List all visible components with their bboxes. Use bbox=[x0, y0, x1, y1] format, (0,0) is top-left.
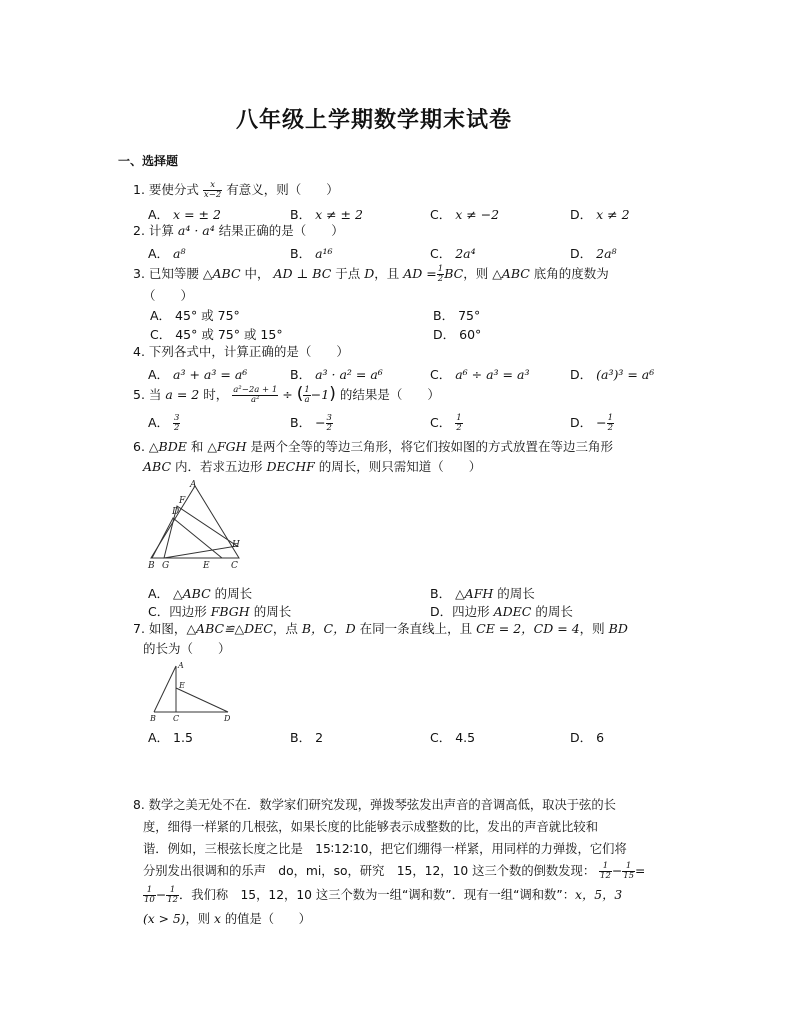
stem-text: 中， bbox=[244, 266, 270, 281]
question-number: 2. bbox=[133, 223, 145, 238]
math-expression: △ABC bbox=[173, 586, 211, 601]
option-c[interactable] bbox=[430, 413, 463, 433]
stem-text: 的结果是（ ） bbox=[339, 387, 440, 402]
option-letter: A． bbox=[150, 308, 172, 323]
numerator: 1 bbox=[304, 385, 310, 395]
section-heading: 一、选择题 bbox=[118, 154, 179, 168]
fraction bbox=[455, 414, 462, 433]
question-number: 3. bbox=[133, 266, 145, 281]
fraction bbox=[326, 414, 333, 433]
numerator: 1 bbox=[607, 413, 614, 423]
option-text: 45° 或 75° 或 15° bbox=[175, 327, 283, 342]
option-c[interactable] bbox=[430, 205, 499, 223]
question-number: 6. bbox=[133, 439, 145, 454]
math-expression: a = 2 bbox=[165, 387, 200, 402]
question-8-line2: 度，细得一样紧的几根弦，如果长度的比能够表示成整数的比，发出的声音就比较和 bbox=[143, 820, 598, 834]
option-text: 的周长 bbox=[214, 586, 253, 601]
option-text: a³ + a³ = a⁶ bbox=[173, 367, 248, 382]
fraction bbox=[599, 862, 612, 881]
sign: − bbox=[596, 415, 607, 430]
math-expression: △ABC bbox=[492, 266, 530, 281]
option-a[interactable] bbox=[148, 205, 221, 223]
denominator: 2 bbox=[326, 423, 332, 433]
numerator: 3 bbox=[326, 413, 332, 423]
question-number: 1. bbox=[133, 182, 145, 197]
stem-text: 内．若求五边形 bbox=[175, 459, 263, 474]
line-ba bbox=[154, 666, 176, 712]
paren: ) bbox=[329, 384, 336, 404]
option-letter: B． bbox=[290, 730, 312, 745]
denominator: a bbox=[304, 395, 310, 405]
option-letter: A． bbox=[148, 415, 170, 430]
line-ed bbox=[176, 688, 228, 712]
option-letter: C． bbox=[150, 327, 172, 342]
denominator: 12 bbox=[600, 871, 611, 881]
question-3-stem-line2: （ ） bbox=[143, 288, 194, 303]
option-letter: D． bbox=[570, 730, 593, 745]
question-8-line5 bbox=[143, 886, 622, 905]
stem-text: 在同一条直线上，且 bbox=[359, 621, 473, 636]
triangle-figure-q6 bbox=[143, 478, 251, 570]
option-text: a¹⁶ bbox=[315, 246, 333, 261]
point-label-g: G bbox=[162, 561, 170, 570]
question-2-stem bbox=[133, 222, 344, 240]
point-label-d: D bbox=[224, 714, 231, 722]
sign: − bbox=[315, 415, 326, 430]
denominator: 2 bbox=[437, 274, 444, 284]
option-text: 2 bbox=[315, 730, 324, 745]
triangle-abc bbox=[151, 486, 239, 558]
question-1-stem bbox=[133, 181, 339, 200]
stem-text: 于点 bbox=[335, 266, 361, 281]
option-letter: A． bbox=[148, 207, 170, 222]
option-d[interactable] bbox=[570, 413, 614, 433]
math-expression: AD = bbox=[403, 266, 437, 281]
denominator: 12 bbox=[167, 895, 178, 905]
question-number: 7. bbox=[133, 621, 145, 636]
triangle-bde bbox=[152, 518, 222, 558]
minus-sign: − bbox=[611, 864, 623, 878]
math-expression: a⁴ · a⁴ bbox=[177, 223, 215, 238]
question-6-stem bbox=[133, 438, 613, 456]
option-text: 的周长 bbox=[535, 604, 573, 619]
stem-text: 有意义，则（ ） bbox=[226, 182, 339, 197]
option-a[interactable] bbox=[148, 728, 193, 746]
option-text: 1.5 bbox=[173, 730, 193, 745]
option-a[interactable] bbox=[148, 413, 180, 433]
stem-text: 结果正确的是（ ） bbox=[218, 223, 344, 238]
point-label-c: C bbox=[231, 561, 238, 570]
stem-text: 已知等腰 bbox=[148, 266, 199, 281]
stem-text: ．我们称 15，12，10 这三个数为一组“调和数”．现有一组“调和数”： bbox=[178, 888, 576, 902]
point-label-a: A bbox=[190, 480, 197, 490]
math-expression: ABC bbox=[143, 459, 172, 474]
option-text: 45° 或 75° bbox=[175, 308, 240, 323]
fraction bbox=[203, 181, 222, 200]
math-expression: △ABC≌△DEC bbox=[186, 621, 273, 636]
option-letter: B． bbox=[430, 586, 452, 601]
math-expression: −1 bbox=[310, 387, 330, 402]
fraction bbox=[607, 414, 614, 433]
fraction bbox=[622, 862, 635, 881]
option-letter: D． bbox=[570, 367, 593, 382]
option-letter: B． bbox=[290, 367, 312, 382]
stem-text: 要使分式 bbox=[148, 182, 199, 197]
option-letter: C．四边形 bbox=[148, 604, 207, 619]
numerator: 3 bbox=[174, 413, 180, 423]
point-label-a: A bbox=[178, 661, 184, 670]
point-label-h: H bbox=[232, 540, 240, 550]
numerator: 1 bbox=[456, 413, 462, 423]
question-5-stem bbox=[133, 385, 440, 405]
math-expression: △AFH bbox=[455, 586, 494, 601]
math-expression: x bbox=[214, 912, 221, 926]
option-b[interactable] bbox=[290, 244, 333, 262]
denominator: a² bbox=[251, 395, 260, 405]
math-expression: x，5，3 bbox=[575, 888, 623, 902]
option-c[interactable] bbox=[430, 728, 475, 746]
denominator: 15 bbox=[623, 871, 635, 881]
math-expression: △ABC bbox=[202, 266, 241, 281]
option-letter: A． bbox=[148, 730, 170, 745]
option-text: x ≠ 2 bbox=[596, 207, 630, 222]
fraction bbox=[166, 886, 179, 905]
option-a[interactable] bbox=[150, 306, 240, 324]
option-text: a⁶ ÷ a³ = a³ bbox=[455, 367, 530, 382]
option-letter: D． bbox=[570, 246, 593, 261]
stem-text: ，则 bbox=[579, 621, 605, 636]
option-b[interactable] bbox=[430, 584, 535, 602]
stem-text: ，则 bbox=[463, 266, 489, 281]
stem-text: 下列各式中，计算正确的是（ ） bbox=[148, 344, 349, 359]
stem-text: 当 bbox=[148, 387, 162, 402]
question-7-stem bbox=[133, 620, 628, 638]
fraction bbox=[143, 886, 156, 905]
denominator: 2 bbox=[174, 423, 180, 433]
fraction bbox=[173, 414, 180, 433]
option-b[interactable] bbox=[290, 205, 363, 223]
option-b[interactable] bbox=[290, 413, 333, 433]
fraction bbox=[303, 386, 310, 405]
option-letter: C． bbox=[430, 367, 452, 382]
option-c[interactable] bbox=[150, 325, 283, 343]
option-letter: B． bbox=[290, 415, 312, 430]
stem-text: 的周长，则只需知道（ ） bbox=[318, 459, 482, 474]
math-expression: CE = 2，CD = 4 bbox=[476, 621, 580, 636]
option-d[interactable] bbox=[570, 728, 604, 746]
stem-text: 数学之美无处不在．数学家们研究发现，弹拨琴弦发出声音的音调高低，取决于弦的长 bbox=[148, 798, 616, 812]
point-label-c: C bbox=[173, 714, 180, 722]
numerator: 1 bbox=[622, 862, 635, 872]
denominator: 2 bbox=[607, 423, 614, 433]
option-d[interactable] bbox=[430, 602, 573, 620]
math-expression: △FGH bbox=[207, 439, 247, 454]
numerator: 1 bbox=[166, 886, 179, 896]
option-text: 2a⁸ bbox=[596, 246, 617, 261]
question-3-stem bbox=[133, 265, 609, 284]
question-number: 8. bbox=[133, 798, 145, 812]
question-7-stem-line2: 的长为（ ） bbox=[143, 641, 231, 656]
option-b[interactable] bbox=[290, 365, 383, 383]
equals-sign: = bbox=[635, 864, 646, 878]
minus-sign: − bbox=[155, 888, 167, 902]
option-c[interactable] bbox=[430, 244, 476, 262]
stem-text: 计算 bbox=[148, 223, 174, 238]
question-number: 5. bbox=[133, 387, 145, 402]
option-text: 2a⁴ bbox=[455, 246, 476, 261]
point-label-f: F bbox=[179, 496, 186, 506]
option-letter: A． bbox=[148, 246, 170, 261]
figure-lines bbox=[154, 666, 228, 712]
option-d[interactable] bbox=[570, 244, 617, 262]
math-expression: AD ⊥ BC bbox=[273, 266, 332, 281]
option-text: 4.5 bbox=[455, 730, 476, 745]
math-expression: BD bbox=[608, 621, 628, 636]
option-letter: D． bbox=[433, 327, 456, 342]
math-expression: (x > 5) bbox=[143, 912, 186, 926]
stem-text: 分别发出很调和的乐声 do，mi，so，研究 15，12，10 这三个数的倒数发现： bbox=[143, 864, 596, 878]
option-c[interactable] bbox=[148, 602, 291, 620]
option-text: 75° bbox=[458, 308, 481, 323]
question-4-stem bbox=[133, 343, 349, 361]
option-d[interactable] bbox=[433, 325, 481, 343]
stem-text: 底角的度数为 bbox=[533, 266, 609, 281]
option-letter: D．四边形 bbox=[430, 604, 490, 619]
option-a[interactable] bbox=[148, 244, 186, 262]
numerator: a²−2a + 1 bbox=[233, 385, 278, 395]
option-b[interactable] bbox=[433, 306, 480, 324]
stem-text: ，则 bbox=[185, 912, 211, 926]
option-text: 的周长 bbox=[253, 604, 292, 619]
operator: ÷ bbox=[282, 387, 293, 402]
triangle-figure-q7 bbox=[146, 660, 238, 722]
numerator: 1 bbox=[437, 264, 444, 274]
option-a[interactable] bbox=[148, 365, 247, 383]
math-expression: B，C，D bbox=[301, 621, 356, 636]
option-letter: D． bbox=[570, 415, 593, 430]
stem-text: 是两个全等的等边三角形，将它们按如图的方式放置在等边三角形 bbox=[250, 439, 614, 454]
stem-text: ，点 bbox=[272, 621, 298, 636]
option-text: a³ · a² = a⁶ bbox=[315, 367, 383, 382]
stem-text: 如图， bbox=[148, 621, 187, 636]
option-letter: C． bbox=[430, 415, 452, 430]
question-8-line3: 谐．例如，三根弦长度之比是 15∶12∶10，把它们绷得一样紧，用同样的力弹拨，它们将 bbox=[143, 842, 627, 856]
question-number: 4. bbox=[133, 344, 145, 359]
denominator: 10 bbox=[144, 895, 155, 905]
option-text: x ≠ −2 bbox=[455, 207, 500, 222]
question-8-line6 bbox=[143, 910, 311, 928]
question-8-line4 bbox=[143, 862, 645, 881]
option-text: x ≠ ± 2 bbox=[315, 207, 363, 222]
option-c[interactable] bbox=[430, 365, 529, 383]
stem-text: ，且 bbox=[374, 266, 400, 281]
math-expression: FBGH bbox=[210, 604, 250, 619]
option-letter: A． bbox=[148, 586, 170, 601]
math-expression: △BDE bbox=[148, 439, 187, 454]
option-text: 60° bbox=[459, 327, 482, 342]
option-text: x = ± 2 bbox=[173, 207, 221, 222]
option-text: a⁸ bbox=[173, 246, 186, 261]
option-letter: B． bbox=[290, 207, 312, 222]
math-expression: DECHF bbox=[266, 459, 315, 474]
math-expression: ADEC bbox=[493, 604, 532, 619]
page-title: 八年级上学期数学期末试卷 bbox=[236, 108, 513, 133]
denominator: 2 bbox=[456, 423, 462, 433]
stem-text: 和 bbox=[190, 439, 204, 454]
option-letter: C． bbox=[430, 207, 452, 222]
point-label-d: D bbox=[172, 507, 180, 517]
stem-text: 的值是（ ） bbox=[224, 912, 311, 926]
point-label-e: E bbox=[203, 561, 210, 570]
math-expression: BC bbox=[444, 266, 464, 281]
option-text: (a³)³ = a⁶ bbox=[596, 367, 655, 382]
math-expression: D bbox=[364, 266, 375, 281]
option-letter: C． bbox=[430, 246, 452, 261]
point-label-b: B bbox=[148, 561, 155, 570]
option-text: 的周长 bbox=[497, 586, 535, 601]
option-letter: B． bbox=[290, 246, 312, 261]
numerator: 1 bbox=[599, 862, 612, 872]
option-letter: D． bbox=[570, 207, 593, 222]
denominator: x−2 bbox=[203, 190, 222, 200]
fraction bbox=[232, 386, 278, 405]
paren: ( bbox=[296, 384, 304, 404]
figure-lines bbox=[151, 486, 239, 558]
point-label-e: E bbox=[179, 681, 185, 690]
question-8-line1 bbox=[133, 796, 616, 814]
stem-text: 时， bbox=[203, 387, 229, 402]
option-letter: A． bbox=[148, 367, 170, 382]
option-a[interactable] bbox=[148, 584, 252, 602]
option-text: 6 bbox=[596, 730, 605, 745]
question-6-stem-line2 bbox=[143, 458, 481, 476]
option-d[interactable] bbox=[570, 365, 654, 383]
option-letter: C． bbox=[430, 730, 452, 745]
option-b[interactable] bbox=[290, 728, 323, 746]
numerator: 1 bbox=[143, 886, 156, 896]
point-label-b: B bbox=[150, 714, 156, 722]
option-letter: B． bbox=[433, 308, 455, 323]
option-d[interactable] bbox=[570, 205, 630, 223]
numerator: x bbox=[203, 181, 222, 191]
